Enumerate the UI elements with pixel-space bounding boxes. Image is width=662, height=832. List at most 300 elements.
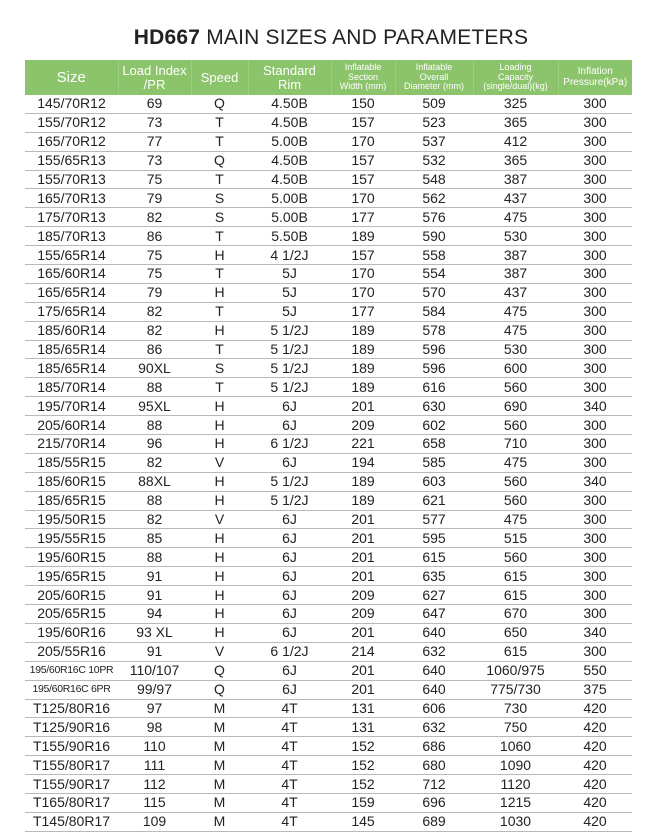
cell-loading-capacity: 1060 <box>473 737 558 756</box>
table-row <box>25 208 632 227</box>
cell-load-index: 75 <box>118 170 191 189</box>
cell-load-index: 110 <box>118 737 191 756</box>
cell-inflation-pressure: 300 <box>558 189 632 208</box>
table-row <box>25 605 632 624</box>
cell-overall-diameter: 590 <box>395 227 473 246</box>
cell-size: 195/60R16C 10PR <box>25 661 118 680</box>
cell-rim: 6J <box>248 529 331 548</box>
cell-overall-diameter: 658 <box>395 435 473 454</box>
table-row <box>25 586 632 605</box>
cell-overall-diameter: 616 <box>395 378 473 397</box>
cell-loading-capacity: 560 <box>473 378 558 397</box>
cell-loading-capacity: 1215 <box>473 793 558 812</box>
cell-inflation-pressure: 375 <box>558 680 632 699</box>
cell-overall-diameter: 548 <box>395 170 473 189</box>
table-row <box>25 529 632 548</box>
cell-load-index: 82 <box>118 208 191 227</box>
cell-size: T125/80R16 <box>25 699 118 718</box>
cell-section-width: 201 <box>331 567 395 586</box>
cell-load-index: 110/107 <box>118 661 191 680</box>
cell-overall-diameter: 562 <box>395 189 473 208</box>
cell-section-width: 201 <box>331 548 395 567</box>
table-row <box>25 737 632 756</box>
header-line: Overall <box>419 71 449 82</box>
cell-load-index: 86 <box>118 227 191 246</box>
cell-inflation-pressure: 300 <box>558 340 632 359</box>
cell-overall-diameter: 577 <box>395 510 473 529</box>
cell-overall-diameter: 627 <box>395 586 473 605</box>
cell-size: 185/60R14 <box>25 321 118 340</box>
cell-size: 155/65R14 <box>25 246 118 265</box>
cell-section-width: 201 <box>331 529 395 548</box>
cell-speed: H <box>191 416 248 435</box>
cell-inflation-pressure: 300 <box>558 510 632 529</box>
header-standard-rim <box>248 60 331 95</box>
cell-section-width: 152 <box>331 775 395 794</box>
cell-size: 185/70R13 <box>25 227 118 246</box>
cell-size: 175/70R13 <box>25 208 118 227</box>
cell-size: T125/90R16 <box>25 718 118 737</box>
cell-speed: T <box>191 265 248 284</box>
header-line: Pressure(kPa) <box>563 76 628 88</box>
cell-speed: M <box>191 737 248 756</box>
parameters-table <box>25 60 632 832</box>
cell-loading-capacity: 560 <box>473 416 558 435</box>
header-line: /PR <box>143 76 166 92</box>
cell-section-width: 159 <box>331 793 395 812</box>
cell-overall-diameter: 632 <box>395 718 473 737</box>
cell-loading-capacity: 325 <box>473 95 558 113</box>
cell-size: 195/60R15 <box>25 548 118 567</box>
header-overall-diameter <box>395 60 473 95</box>
cell-load-index: 88 <box>118 491 191 510</box>
cell-load-index: 95XL <box>118 397 191 416</box>
cell-speed: Q <box>191 680 248 699</box>
table-row <box>25 151 632 170</box>
cell-overall-diameter: 603 <box>395 472 473 491</box>
header-line: Standard <box>263 62 316 78</box>
cell-section-width: 177 <box>331 208 395 227</box>
cell-section-width: 189 <box>331 472 395 491</box>
cell-inflation-pressure: 300 <box>558 227 632 246</box>
cell-overall-diameter: 640 <box>395 680 473 699</box>
cell-loading-capacity: 560 <box>473 491 558 510</box>
cell-load-index: 88XL <box>118 472 191 491</box>
cell-loading-capacity: 437 <box>473 189 558 208</box>
cell-load-index: 93 XL <box>118 623 191 642</box>
cell-load-index: 112 <box>118 775 191 794</box>
cell-speed: V <box>191 642 248 661</box>
cell-loading-capacity: 475 <box>473 208 558 227</box>
cell-rim: 6J <box>248 548 331 567</box>
cell-rim: 5.50B <box>248 227 331 246</box>
cell-overall-diameter: 523 <box>395 113 473 132</box>
cell-section-width: 214 <box>331 642 395 661</box>
cell-rim: 5 1/2J <box>248 491 331 510</box>
cell-loading-capacity: 775/730 <box>473 680 558 699</box>
cell-rim: 5 1/2J <box>248 340 331 359</box>
cell-inflation-pressure: 300 <box>558 302 632 321</box>
header-section-width <box>331 60 395 95</box>
cell-size: 185/65R14 <box>25 340 118 359</box>
cell-loading-capacity: 412 <box>473 132 558 151</box>
cell-rim: 4T <box>248 812 331 831</box>
cell-size: 195/60R16 <box>25 623 118 642</box>
header-load-index <box>118 60 191 95</box>
cell-inflation-pressure: 300 <box>558 567 632 586</box>
header-line: (single/dual)(kg) <box>483 81 548 92</box>
cell-speed: M <box>191 756 248 775</box>
cell-section-width: 157 <box>331 113 395 132</box>
cell-size: 155/65R13 <box>25 151 118 170</box>
cell-loading-capacity: 1060/975 <box>473 661 558 680</box>
cell-rim: 4T <box>248 699 331 718</box>
cell-rim: 4T <box>248 793 331 812</box>
header-line: Diameter (mm) <box>404 81 464 92</box>
cell-overall-diameter: 640 <box>395 661 473 680</box>
cell-overall-diameter: 596 <box>395 359 473 378</box>
cell-load-index: 88 <box>118 378 191 397</box>
cell-rim: 4.50B <box>248 151 331 170</box>
cell-rim: 6J <box>248 680 331 699</box>
table-row <box>25 491 632 510</box>
cell-load-index: 82 <box>118 321 191 340</box>
cell-load-index: 111 <box>118 756 191 775</box>
cell-size: T165/80R17 <box>25 793 118 812</box>
table-row <box>25 567 632 586</box>
cell-speed: H <box>191 397 248 416</box>
table-row <box>25 435 632 454</box>
table-row <box>25 227 632 246</box>
table-row <box>25 756 632 775</box>
cell-size: T155/90R17 <box>25 775 118 794</box>
cell-rim: 6J <box>248 397 331 416</box>
cell-overall-diameter: 680 <box>395 756 473 775</box>
table-row <box>25 472 632 491</box>
cell-inflation-pressure: 420 <box>558 756 632 775</box>
cell-loading-capacity: 365 <box>473 151 558 170</box>
cell-size: 165/65R14 <box>25 283 118 302</box>
cell-inflation-pressure: 340 <box>558 472 632 491</box>
cell-size: 195/65R15 <box>25 567 118 586</box>
cell-load-index: 69 <box>118 95 191 113</box>
cell-inflation-pressure: 300 <box>558 548 632 567</box>
cell-rim: 6J <box>248 453 331 472</box>
cell-rim: 4T <box>248 775 331 794</box>
model-name: HD667 <box>133 26 201 49</box>
cell-section-width: 201 <box>331 680 395 699</box>
cell-section-width: 209 <box>331 586 395 605</box>
header-line: Loading <box>499 62 532 73</box>
header-line: Section <box>347 71 379 82</box>
table-body <box>25 95 632 831</box>
cell-section-width: 201 <box>331 661 395 680</box>
cell-inflation-pressure: 340 <box>558 623 632 642</box>
cell-section-width: 170 <box>331 189 395 208</box>
cell-load-index: 88 <box>118 548 191 567</box>
header-inflation-pressure <box>558 60 632 95</box>
table-row <box>25 397 632 416</box>
cell-section-width: 201 <box>331 510 395 529</box>
cell-size: 185/60R15 <box>25 472 118 491</box>
cell-load-index: 99/97 <box>118 680 191 699</box>
cell-overall-diameter: 635 <box>395 567 473 586</box>
cell-loading-capacity: 515 <box>473 529 558 548</box>
cell-inflation-pressure: 300 <box>558 605 632 624</box>
cell-size: 205/55R16 <box>25 642 118 661</box>
cell-overall-diameter: 632 <box>395 642 473 661</box>
cell-section-width: 189 <box>331 359 395 378</box>
cell-inflation-pressure: 340 <box>558 397 632 416</box>
cell-overall-diameter: 585 <box>395 453 473 472</box>
cell-overall-diameter: 584 <box>395 302 473 321</box>
cell-rim: 6J <box>248 661 331 680</box>
cell-overall-diameter: 689 <box>395 812 473 831</box>
cell-speed: S <box>191 208 248 227</box>
header-line: Inflatable <box>344 62 382 73</box>
cell-rim: 6J <box>248 510 331 529</box>
cell-rim: 4 1/2J <box>248 246 331 265</box>
cell-overall-diameter: 696 <box>395 793 473 812</box>
cell-speed: H <box>191 283 248 302</box>
cell-load-index: 91 <box>118 586 191 605</box>
cell-load-index: 75 <box>118 246 191 265</box>
cell-inflation-pressure: 300 <box>558 416 632 435</box>
cell-speed: V <box>191 510 248 529</box>
cell-speed: H <box>191 567 248 586</box>
cell-loading-capacity: 475 <box>473 453 558 472</box>
cell-section-width: 131 <box>331 699 395 718</box>
cell-overall-diameter: 570 <box>395 283 473 302</box>
cell-overall-diameter: 596 <box>395 340 473 359</box>
cell-loading-capacity: 475 <box>473 321 558 340</box>
cell-loading-capacity: 387 <box>473 265 558 284</box>
table-row <box>25 321 632 340</box>
cell-speed: M <box>191 812 248 831</box>
cell-loading-capacity: 560 <box>473 548 558 567</box>
table-row <box>25 170 632 189</box>
cell-overall-diameter: 640 <box>395 623 473 642</box>
cell-overall-diameter: 621 <box>395 491 473 510</box>
cell-section-width: 201 <box>331 397 395 416</box>
cell-rim: 4.50B <box>248 170 331 189</box>
cell-loading-capacity: 1120 <box>473 775 558 794</box>
cell-section-width: 209 <box>331 605 395 624</box>
cell-speed: T <box>191 227 248 246</box>
cell-inflation-pressure: 300 <box>558 378 632 397</box>
cell-load-index: 82 <box>118 510 191 529</box>
cell-speed: Q <box>191 661 248 680</box>
cell-speed: H <box>191 472 248 491</box>
table-row <box>25 189 632 208</box>
table-row <box>25 642 632 661</box>
cell-section-width: 157 <box>331 151 395 170</box>
table-row <box>25 246 632 265</box>
cell-inflation-pressure: 300 <box>558 95 632 113</box>
cell-section-width: 150 <box>331 95 395 113</box>
cell-rim: 4.50B <box>248 113 331 132</box>
cell-size: 175/65R14 <box>25 302 118 321</box>
cell-section-width: 131 <box>331 718 395 737</box>
cell-loading-capacity: 615 <box>473 567 558 586</box>
cell-loading-capacity: 437 <box>473 283 558 302</box>
cell-section-width: 145 <box>331 812 395 831</box>
cell-speed: H <box>191 605 248 624</box>
cell-inflation-pressure: 300 <box>558 151 632 170</box>
cell-overall-diameter: 712 <box>395 775 473 794</box>
cell-loading-capacity: 1030 <box>473 812 558 831</box>
cell-speed: T <box>191 113 248 132</box>
cell-rim: 5.00B <box>248 132 331 151</box>
cell-overall-diameter: 630 <box>395 397 473 416</box>
cell-size: 205/65R15 <box>25 605 118 624</box>
cell-size: T155/90R16 <box>25 737 118 756</box>
cell-overall-diameter: 558 <box>395 246 473 265</box>
table-row <box>25 510 632 529</box>
header-row <box>25 60 632 95</box>
cell-rim: 5 1/2J <box>248 321 331 340</box>
cell-inflation-pressure: 300 <box>558 170 632 189</box>
cell-section-width: 189 <box>331 378 395 397</box>
cell-overall-diameter: 602 <box>395 416 473 435</box>
cell-rim: 6J <box>248 605 331 624</box>
table-row <box>25 113 632 132</box>
cell-rim: 6J <box>248 586 331 605</box>
cell-load-index: 88 <box>118 416 191 435</box>
cell-rim: 5.00B <box>248 189 331 208</box>
cell-section-width: 209 <box>331 416 395 435</box>
cell-section-width: 170 <box>331 283 395 302</box>
cell-rim: 5J <box>248 283 331 302</box>
cell-load-index: 82 <box>118 302 191 321</box>
cell-loading-capacity: 600 <box>473 359 558 378</box>
cell-speed: S <box>191 189 248 208</box>
cell-load-index: 94 <box>118 605 191 624</box>
cell-inflation-pressure: 300 <box>558 321 632 340</box>
cell-section-width: 201 <box>331 623 395 642</box>
cell-rim: 6J <box>248 567 331 586</box>
cell-rim: 4T <box>248 718 331 737</box>
table-row <box>25 302 632 321</box>
cell-loading-capacity: 710 <box>473 435 558 454</box>
cell-overall-diameter: 647 <box>395 605 473 624</box>
table-row <box>25 265 632 284</box>
cell-size: 165/70R13 <box>25 189 118 208</box>
table-row <box>25 775 632 794</box>
cell-section-width: 221 <box>331 435 395 454</box>
cell-load-index: 79 <box>118 283 191 302</box>
cell-rim: 4T <box>248 756 331 775</box>
cell-speed: S <box>191 359 248 378</box>
cell-load-index: 91 <box>118 567 191 586</box>
cell-loading-capacity: 730 <box>473 699 558 718</box>
cell-section-width: 177 <box>331 302 395 321</box>
cell-inflation-pressure: 300 <box>558 132 632 151</box>
header-line: Width (mm) <box>339 81 387 92</box>
cell-size: 155/70R13 <box>25 170 118 189</box>
cell-section-width: 189 <box>331 321 395 340</box>
cell-inflation-pressure: 300 <box>558 246 632 265</box>
header-line: Speed <box>200 69 239 85</box>
cell-section-width: 157 <box>331 170 395 189</box>
cell-speed: T <box>191 378 248 397</box>
header-size <box>25 60 118 95</box>
cell-loading-capacity: 387 <box>473 170 558 189</box>
cell-load-index: 77 <box>118 132 191 151</box>
cell-rim: 5J <box>248 265 331 284</box>
cell-section-width: 157 <box>331 246 395 265</box>
cell-size: 145/70R12 <box>25 95 118 113</box>
cell-speed: V <box>191 453 248 472</box>
table-header <box>25 60 632 95</box>
cell-rim: 6 1/2J <box>248 435 331 454</box>
cell-load-index: 96 <box>118 435 191 454</box>
header-line: Rim <box>277 76 302 92</box>
cell-overall-diameter: 537 <box>395 132 473 151</box>
cell-speed: H <box>191 246 248 265</box>
cell-speed: Q <box>191 151 248 170</box>
cell-inflation-pressure: 300 <box>558 208 632 227</box>
cell-section-width: 170 <box>331 132 395 151</box>
cell-inflation-pressure: 420 <box>558 775 632 794</box>
cell-size: 195/60R16C 6PR <box>25 680 118 699</box>
table-row <box>25 132 632 151</box>
header-line: Inflatable <box>415 62 453 73</box>
table-row <box>25 623 632 642</box>
table-row <box>25 548 632 567</box>
cell-size: 205/60R14 <box>25 416 118 435</box>
cell-speed: H <box>191 623 248 642</box>
header-line: Inflation <box>577 66 613 77</box>
cell-load-index: 109 <box>118 812 191 831</box>
cell-speed: H <box>191 529 248 548</box>
cell-inflation-pressure: 300 <box>558 359 632 378</box>
table-row <box>25 718 632 737</box>
cell-loading-capacity: 365 <box>473 113 558 132</box>
cell-loading-capacity: 560 <box>473 472 558 491</box>
cell-loading-capacity: 530 <box>473 340 558 359</box>
cell-section-width: 189 <box>331 227 395 246</box>
cell-loading-capacity: 750 <box>473 718 558 737</box>
cell-speed: H <box>191 435 248 454</box>
cell-speed: H <box>191 548 248 567</box>
cell-load-index: 90XL <box>118 359 191 378</box>
cell-load-index: 98 <box>118 718 191 737</box>
cell-section-width: 189 <box>331 491 395 510</box>
cell-inflation-pressure: 300 <box>558 586 632 605</box>
cell-loading-capacity: 1090 <box>473 756 558 775</box>
cell-size: T155/80R17 <box>25 756 118 775</box>
header-line: Load Index <box>122 62 187 78</box>
table-row <box>25 416 632 435</box>
header-speed <box>191 60 248 95</box>
cell-rim: 5.00B <box>248 208 331 227</box>
cell-inflation-pressure: 420 <box>558 812 632 831</box>
cell-size: 195/55R15 <box>25 529 118 548</box>
cell-size: 195/70R14 <box>25 397 118 416</box>
cell-section-width: 152 <box>331 756 395 775</box>
cell-inflation-pressure: 420 <box>558 737 632 756</box>
cell-overall-diameter: 576 <box>395 208 473 227</box>
cell-section-width: 170 <box>331 265 395 284</box>
header-line: Size <box>56 68 86 86</box>
cell-section-width: 194 <box>331 453 395 472</box>
cell-overall-diameter: 595 <box>395 529 473 548</box>
cell-overall-diameter: 578 <box>395 321 473 340</box>
cell-loading-capacity: 650 <box>473 623 558 642</box>
cell-size: 205/60R15 <box>25 586 118 605</box>
cell-overall-diameter: 606 <box>395 699 473 718</box>
